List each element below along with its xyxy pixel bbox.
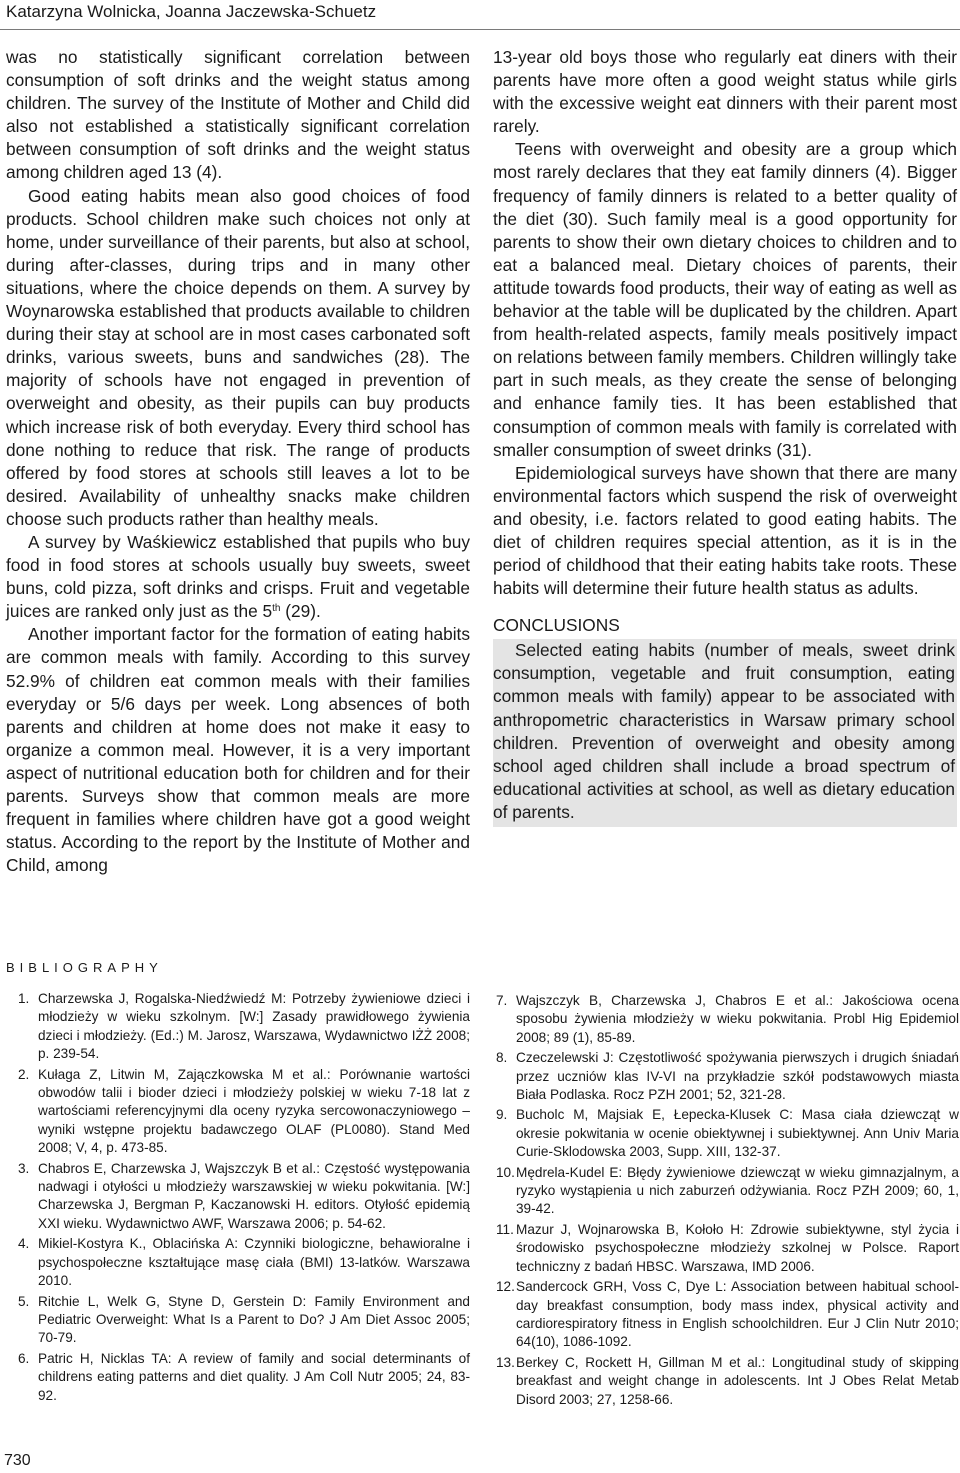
right-text-column bbox=[493, 46, 957, 827]
reference-item bbox=[496, 1164, 959, 1219]
paragraph: Epidemiological surveys have shown that there are many environmental factors which suspend the risk of overweight and obesity, i.e. factors related to good eating habits. The diet of children requires special attention, as it is in the period of childhood that their eating habits take roots. These habits will determine their future health status as adults. bbox=[493, 462, 957, 599]
reference-item bbox=[18, 990, 470, 1064]
page-number: 730 bbox=[4, 1452, 31, 1469]
conclusions-heading: CONCLUSIONS bbox=[493, 615, 620, 636]
reference-text: Berkey C, Rockett H, Gillman M et al.: Longitudinal study of skipping breakfast and weight change in adolescents. Int J Obes Relat Metab Disord 2003; 27, 1258-66. bbox=[516, 1354, 959, 1407]
left-text-column bbox=[6, 46, 470, 877]
reference-item bbox=[18, 1293, 470, 1348]
conclusions-box bbox=[493, 639, 957, 827]
bibliography-title: BIBLIOGRAPHY bbox=[6, 960, 163, 975]
paragraph: 13-year old boys those who regularly eat diners with their parents have more often a good weight status while girls with the excessive weight eat dinners with their parent most rarely. bbox=[493, 47, 957, 137]
reference-text: Kułaga Z, Litwin M, Zajączkowska M et al.: Porównanie wartości obwodów talii i bioder dzieci i młodzieży polskiej w wieku 7-18 lat z wartościami referencyjnymi dla oceny ryzyka sercowonaczyniowego – wyniki wstępne projektu badawczego OLAF (PL0080). Stand Med 2008; V, 4, p. 473-85. bbox=[38, 1066, 470, 1156]
paragraph-text: A survey by Waśkiewicz established that pupils who buy food in food stores at schools usually buy sweets, sweet buns, cold pizza, soft drinks and crisps. Fruit and vegetable juices are ranked only just as the 5 bbox=[6, 531, 470, 622]
reference-text: Mikiel-Kostyra K., Oblacińska A: Czynniki biologiczne, behawioralne i psychospołeczne kształtujące masę ciała (BMI) 13-latków. Warszawa 2010. bbox=[38, 1236, 470, 1289]
reference-item bbox=[496, 1221, 959, 1276]
reference-number: 12. bbox=[496, 1279, 515, 1295]
running-header-authors: Katarzyna Wolnicka, Joanna Jaczewska-Schuetz bbox=[6, 2, 377, 21]
reference-number: 9. bbox=[496, 1107, 508, 1123]
reference-item bbox=[496, 1106, 959, 1161]
reference-item bbox=[496, 1278, 959, 1352]
paragraph: Another important factor for the formation of eating habits are common meals with family. According to this survey 52.9% of children eat common meals with their families everyday or 5/6 days per week. Long absences of both parents and children at home does not make it easy to organize a common meal. However, it is a very important aspect of nutritional education both for children and for their parents. Surveys show that common meals are more frequent in families where children have got a good weight status. According to the report by the Institute of Mother and Child, among bbox=[6, 624, 470, 876]
reference-text: Czeczelewski J: Częstotliwość spożywania pierwszych i drugich śniadań przez uczniów klas IV-VI na przykładzie szkół podstawowych miasta Biała Podlaska. Rocz PZH 2001; 52, 321-28. bbox=[516, 1050, 959, 1103]
reference-number: 4. bbox=[18, 1236, 30, 1252]
reference-item bbox=[18, 1160, 470, 1234]
reference-list-left bbox=[18, 990, 470, 1407]
reference-text: Wajszczyk B, Charzewska J, Chabros E et al.: Jakościowa ocena sposobu żywienia młodzieży w wieku pokwitania. Probl Hig Epidemiol 2008; 89 (1), 85-89. bbox=[516, 993, 959, 1045]
header-divider bbox=[0, 29, 960, 30]
reference-text: Sandercock GRH, Voss C, Dye L: Association between habitual school-day breakfast consumption, body mass index, physical activity and cardiorespiratory fitness in English schoolchildren. Eur J Clin Nutr 2010; 64(10), 1086-1092. bbox=[516, 1279, 959, 1350]
reference-number: 2. bbox=[18, 1066, 30, 1082]
superscript: th bbox=[272, 603, 281, 615]
paragraph: Teens with overweight and obesity are a group which most rarely declares that they eat family dinners (4). Bigger frequency of family dinners is related to a better quality of the diet (30). Such family meal is a good opportunity for parents to show their own dietary choices to children and to eat a balanced meal. Dietary choices of parents, their attitude towards food products, their way of eating as well as behavior at the table will be duplicated by the children. Apart from health-related aspects, family meals positively impact on relations between family members. Children willingly take part in such meals, as they create the sense of belonging and enhance family ties. It has been established that consumption of common meals with family is correlated with smaller consumption of sweet drinks (31). bbox=[493, 139, 957, 460]
reference-number: 6. bbox=[18, 1350, 30, 1366]
reference-number: 11. bbox=[496, 1221, 514, 1237]
reference-number: 5. bbox=[18, 1293, 30, 1309]
paragraph: was no statistically significant correlation between consumption of soft drinks and the weight status among children. The survey of the Institute of Mother and Child did also not established a statistically significant correlation between consumption of soft drinks and the weight status among children aged 13 (4). bbox=[6, 47, 470, 183]
reference-text: Chabros E, Charzewska J, Wajszczyk B et al.: Częstość występowania nadwagi i otyłości u młodzieży warszawskiej w wieku pokwitania. [W:] Charzewska J, Bergman P, Kaczanowski H. editors. Otyłość epidemią XXI wieku. Wydawnictwo AWF, Warszawa 2006; p. 54-62. bbox=[38, 1160, 470, 1231]
reference-list-right bbox=[496, 992, 959, 1411]
paragraph-text: (29). bbox=[280, 601, 321, 622]
reference-number: 10. bbox=[496, 1164, 515, 1180]
paragraph: Good eating habits mean also good choices of food products. School children make such choices not only at home, under surveillance of their parents, but also at school, during after-classes, during trips and in many other situations, where the choice depends on them. A survey by Woynarowska established that products available to children during their stay at school are in most cases carbonated soft drinks, various sweets, buns and sandwiches (28). The majority of schools have not engaged in prevention of overweight and obesity, as their pupils can buy products which increase risk of both everyday. Every third school has done nothing to reduce that risk. The range of products offered by food stores at schools still leaves a lot to be desired. Availability of unhealthy snacks make children choose such products rather than healthy meals. bbox=[6, 185, 470, 529]
reference-text: Bucholc M, Majsiak E, Łepecka-Klusek C: Masa ciała dziewcząt w okresie pokwitania w ocenie obiektywnej i subiektywnej. Ann Univ Maria Curie-Sklodowska 2003, Supp. XIII, 132-37. bbox=[516, 1107, 959, 1160]
reference-text: Ritchie L, Welk G, Styne D, Gerstein D: Family Environment and Pediatric Overweight: What Is a Parent to Do? J Am Diet Assoc 2005; 70-79. bbox=[38, 1293, 470, 1346]
reference-text: Mazur J, Wojnarowska B, Kołoło H: Zdrowie subiektywne, styl życia i środowisko psychospołeczne młodzieży szkolnej w Polsce. Raport techniczny z badań HBSC. Warszawa, IMD 2006. bbox=[516, 1221, 959, 1274]
paragraph bbox=[6, 531, 470, 623]
reference-item bbox=[18, 1235, 470, 1290]
reference-text: Mędrela-Kudel E: Błędy żywieniowe dziewcząt w wieku gimnazjalnym, a ryzyko wystąpienia u nich zaburzeń odżywiania. Rocz PZH 2009; 60, 1, 39-42. bbox=[516, 1164, 959, 1217]
reference-item bbox=[18, 1350, 470, 1405]
conclusions-text: Selected eating habits (number of meals, sweet drink consumption, vegetable and fruit consumption, eating common meals with family) appear to be associated with anthropometric characteristics in Warsaw primary school children. Prevention of overweight and obesity among school aged children shall include a broad spectrum of educational activities at school, as well as dietary education of parents. bbox=[493, 640, 955, 822]
reference-number: 7. bbox=[496, 993, 508, 1008]
reference-text: Charzewska J, Rogalska-Niedźwiedź M: Potrzeby żywieniowe dzieci i młodzieży w wieku szkolnym. [W:] Zasady prawidłowego żywienia dzieci i młodzieży. (Ed.:) M. Jarosz, Warszawa, Wydawnictwo IŻŻ 2008; p. 239-54. bbox=[38, 991, 470, 1062]
reference-item bbox=[496, 992, 959, 1047]
reference-number: 8. bbox=[496, 1050, 508, 1066]
reference-text: Patric H, Nicklas TA: A review of family and social determinants of childrens eating patterns and diet quality. J Am Coll Nutr 2005; 24, 83-92. bbox=[38, 1350, 470, 1403]
reference-number: 3. bbox=[18, 1160, 30, 1176]
reference-item bbox=[496, 1049, 959, 1104]
reference-item bbox=[18, 1066, 470, 1158]
reference-number: 13. bbox=[496, 1354, 515, 1370]
reference-number: 1. bbox=[18, 991, 30, 1006]
reference-item bbox=[496, 1354, 959, 1409]
